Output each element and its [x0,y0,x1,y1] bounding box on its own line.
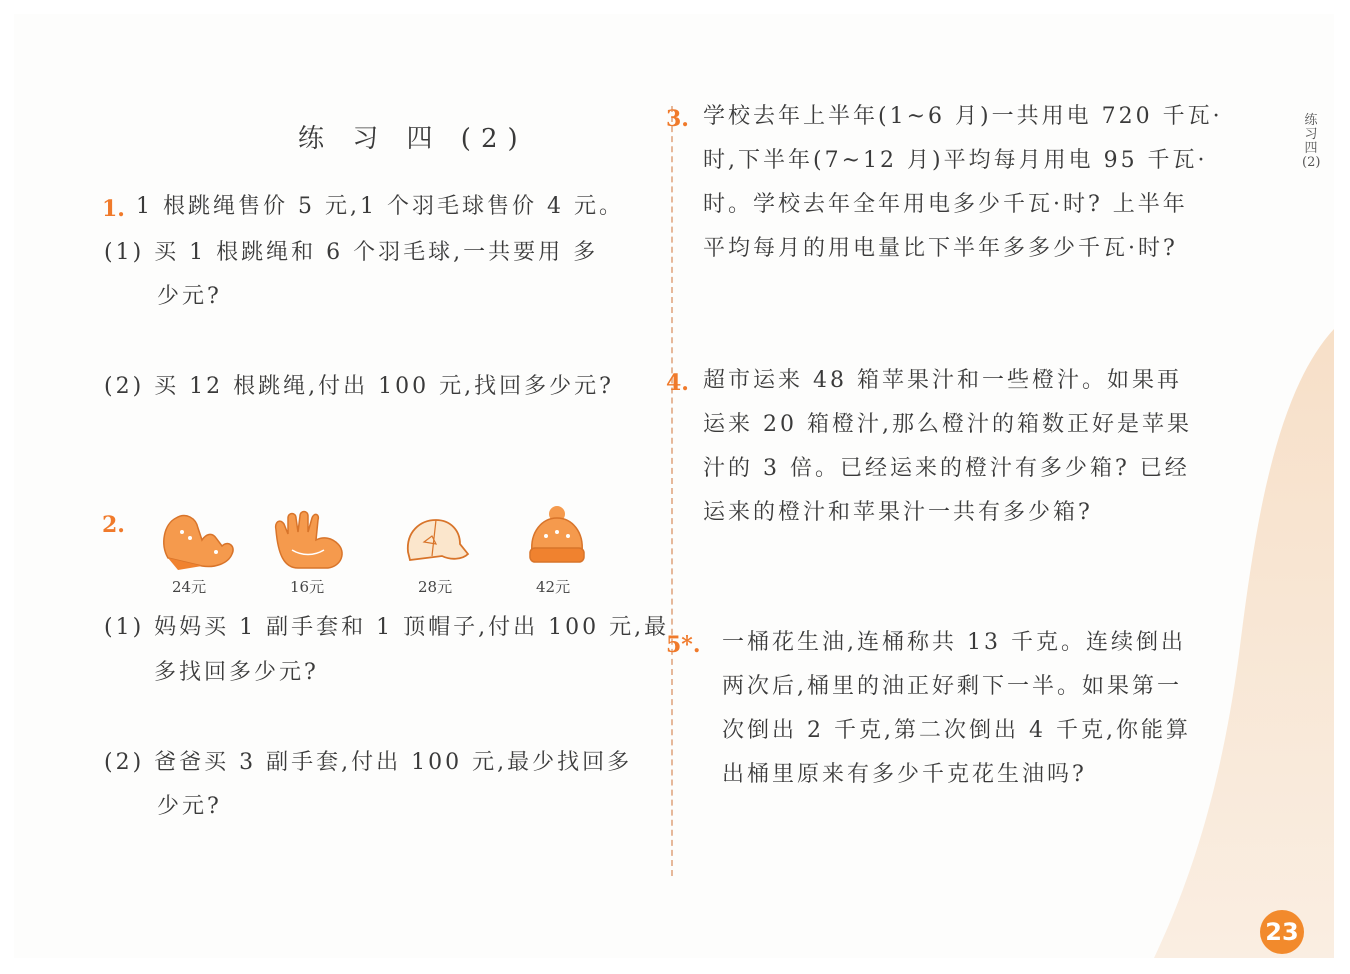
problem-4-line-1: 超市运来 48 箱苹果汁和一些橙汁。如果再 [703,368,1182,393]
problem-5-line-3: 次倒出 2 千克,第二次倒出 4 千克,你能算 [722,718,1191,743]
problem-4-line-3: 汁的 3 倍。已经运来的橙汁有多少箱? 已经 [703,456,1190,481]
problem-2-number: 2. [102,512,125,538]
workbook-page [14,14,1334,958]
knit-hat-icon [526,504,588,570]
problem-5-line-4: 出桶里原来有多少千克花生油吗? [722,762,1087,787]
problem-5-number: 5*. [666,632,701,658]
knit-hat-price: 42元 [536,578,571,596]
glove-price: 16元 [290,578,325,596]
problem-2-question-2-line-1: (2) 爸爸买 3 副手套,付出 100 元,最少找回多 [104,750,633,775]
problem-3-line-1: 学校去年上半年(1~6 月)一共用电 720 千瓦· [703,104,1223,129]
problem-5-line-1: 一桶花生油,连桶称共 13 千克。连续倒出 [722,630,1186,655]
side-section-label: 练习四(2) [1302,113,1321,170]
problem-3-number: 3. [666,106,689,132]
page-number-badge: 23 [1260,910,1304,954]
problem-1-question-1-line-1: (1) 买 1 根跳绳和 6 个羽毛球,一共要用 多 [104,240,599,265]
problem-1-stem: 1 根跳绳售价 5 元,1 个羽毛球售价 4 元。 [136,194,624,219]
mitten-icon [158,510,238,572]
problem-3-line-2: 时,下半年(7~12 月)平均每月用电 95 千瓦· [703,148,1208,173]
problem-3-line-4: 平均每月的用电量比下半年多多少千瓦·时? [703,236,1178,261]
problem-4-line-4: 运来的橙汁和苹果汁一共有多少箱? [703,500,1093,525]
cap-icon [402,514,472,570]
problem-1-number: 1. [102,196,125,222]
page-title: 练 习 四 (2) [298,124,528,154]
glove-icon [268,510,354,572]
cap-price: 28元 [418,578,453,596]
problem-2-question-2-line-2: 少元? [157,794,222,819]
column-divider [671,106,673,876]
problem-1-question-2: (2) 买 12 根跳绳,付出 100 元,找回多少元? [104,374,614,399]
problem-1-question-1-line-2: 少元? [157,284,222,309]
problem-2-question-1-line-2: 多找回多少元? [154,660,319,685]
mitten-price: 24元 [172,578,207,596]
problem-3-line-3: 时。学校去年全年用电多少千瓦·时? 上半年 [703,192,1188,217]
problem-5-line-2: 两次后,桶里的油正好剩下一半。如果第一 [722,674,1182,699]
problem-4-number: 4. [666,370,689,396]
problem-2-question-1-line-1: (1) 妈妈买 1 副手套和 1 顶帽子,付出 100 元,最 [104,615,670,640]
problem-4-line-2: 运来 20 箱橙汁,那么橙汁的箱数正好是苹果 [703,412,1192,437]
